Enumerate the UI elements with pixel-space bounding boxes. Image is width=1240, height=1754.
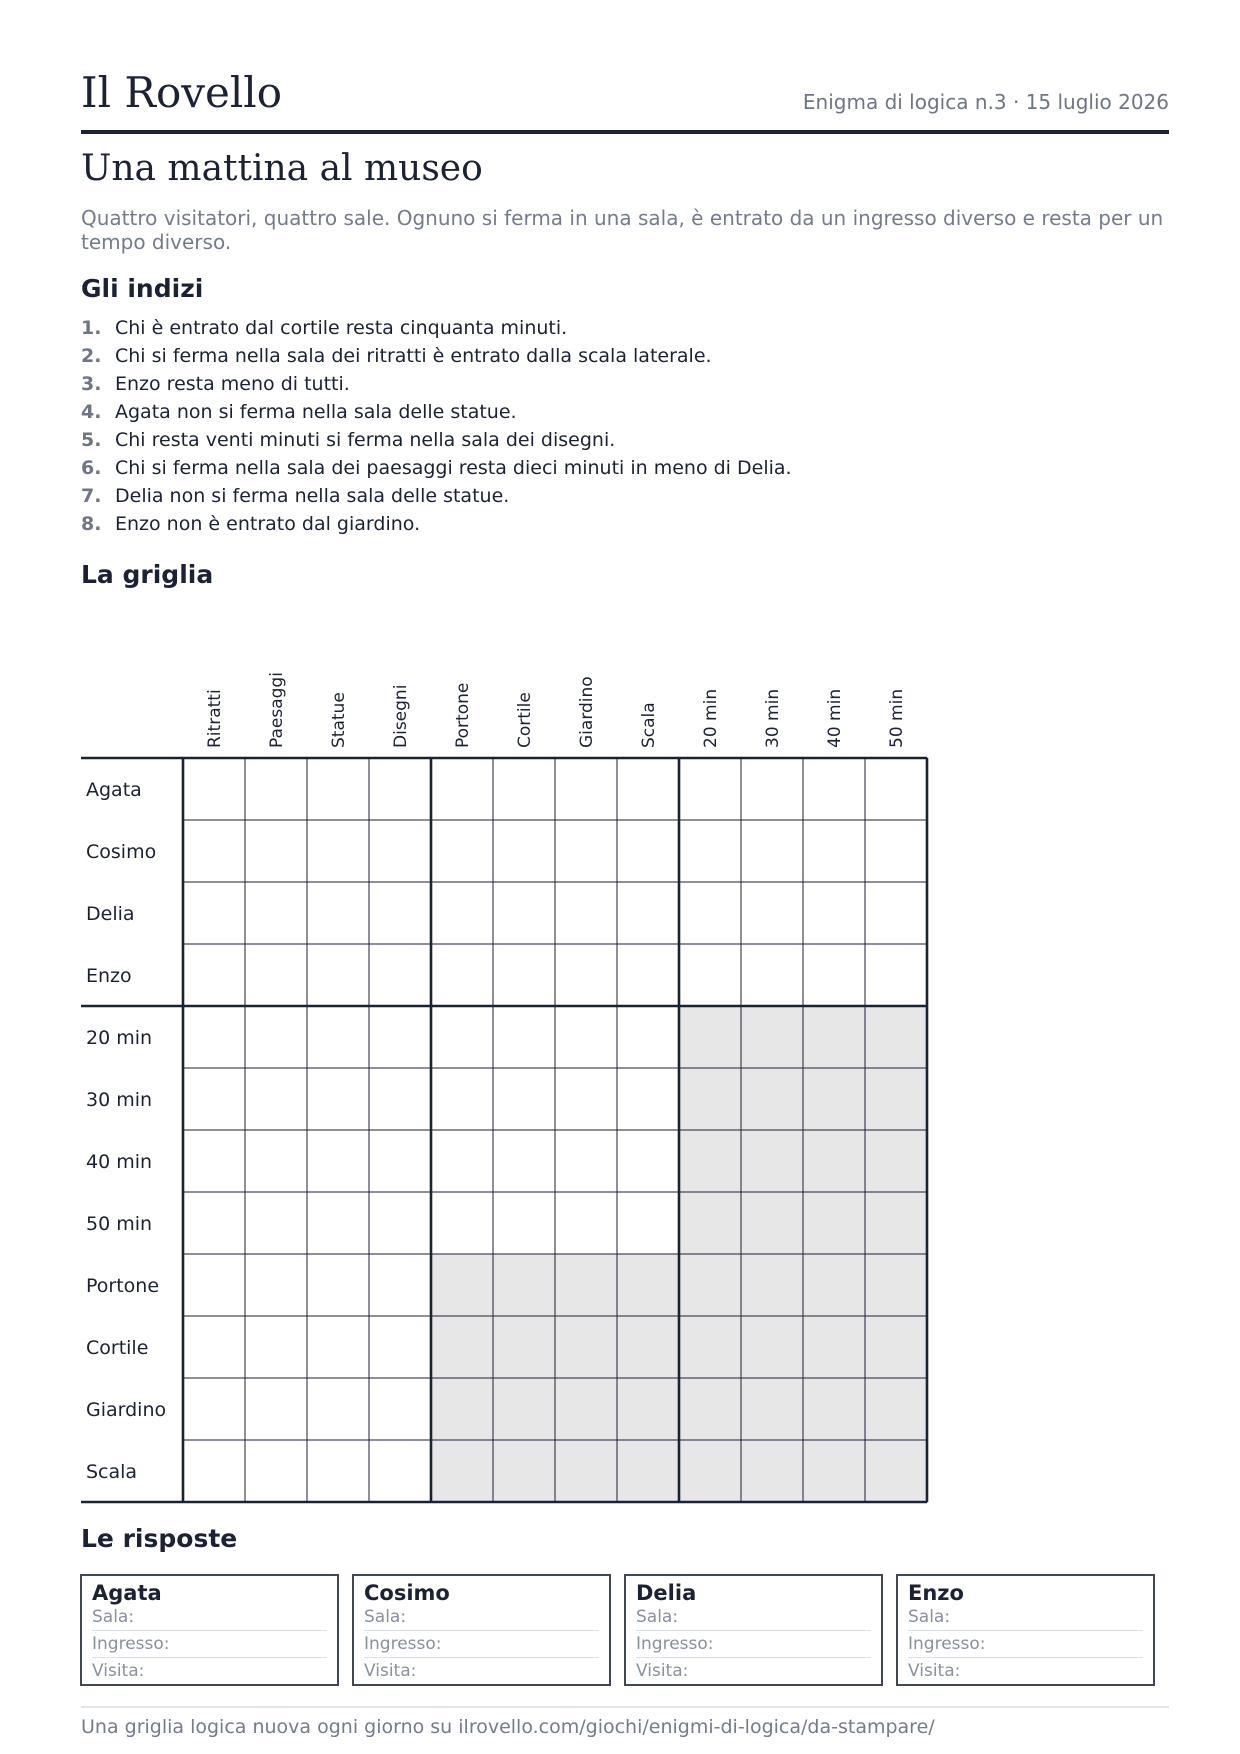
answer-card-delia[interactable] — [624, 1574, 883, 1686]
grid-cell[interactable] — [617, 758, 679, 820]
grid-cell[interactable] — [245, 1006, 307, 1068]
grid-row-label: Cortile — [86, 1337, 149, 1359]
grid-cell[interactable] — [183, 1130, 245, 1192]
grid-cell-blocked — [741, 1440, 803, 1502]
grid-cell[interactable] — [307, 1440, 369, 1502]
grid-cell[interactable] — [803, 820, 865, 882]
grid-cell-blocked — [803, 1192, 865, 1254]
grid-cell[interactable] — [493, 1192, 555, 1254]
puzzle-intro: Quattro visitatori, quattro sale. Ognuno si ferma in una sala, è entrato da un ingresso diverso e resta per un tempo diverso. — [81, 206, 1164, 254]
clue-text: Agata non si ferma nella sala delle statue. — [115, 401, 517, 423]
grid-cell[interactable] — [245, 944, 307, 1006]
grid-cell[interactable] — [369, 1254, 431, 1316]
ingresso-field[interactable]: Ingresso: — [908, 1631, 1143, 1658]
grid-cell[interactable] — [555, 1006, 617, 1068]
grid-cell-blocked — [803, 1254, 865, 1316]
brand-title: Il Rovello — [81, 68, 283, 117]
ingresso-field[interactable]: Ingresso: — [636, 1631, 871, 1658]
grid-cell[interactable] — [555, 882, 617, 944]
grid-cell[interactable] — [183, 1068, 245, 1130]
visita-field[interactable]: Visita: — [364, 1661, 417, 1681]
answer-card-name: Cosimo — [364, 1581, 450, 1605]
grid-cell-blocked — [493, 1254, 555, 1316]
grid-cell-blocked — [679, 1440, 741, 1502]
grid-column-label: Giardino — [577, 676, 597, 748]
grid-row-label: Agata — [86, 779, 142, 801]
clue-text: Chi si ferma nella sala dei ritratti è entrato dalla scala laterale. — [115, 345, 712, 367]
grid-cell[interactable] — [493, 820, 555, 882]
grid-cell-blocked — [865, 1192, 927, 1254]
grid-column-label: Scala — [639, 702, 659, 748]
clues-heading: Gli indizi — [81, 274, 204, 303]
grid-cell[interactable] — [307, 758, 369, 820]
grid-cell[interactable] — [617, 1130, 679, 1192]
grid-cell-blocked — [803, 1378, 865, 1440]
grid-cell[interactable] — [307, 1130, 369, 1192]
answer-card-agata[interactable] — [80, 1574, 339, 1686]
grid-cell[interactable] — [369, 944, 431, 1006]
grid-column-label: Paesaggi — [267, 672, 287, 748]
grid-cell-blocked — [865, 1440, 927, 1502]
grid-cell[interactable] — [183, 1316, 245, 1378]
grid-cell[interactable] — [617, 1068, 679, 1130]
grid-cell[interactable] — [307, 820, 369, 882]
grid-cell[interactable] — [741, 944, 803, 1006]
grid-cell-blocked — [865, 1006, 927, 1068]
grid-column-label: Ritratti — [205, 689, 225, 748]
grid-cell[interactable] — [617, 882, 679, 944]
grid-cell-blocked — [493, 1316, 555, 1378]
clue-number: 6. — [81, 457, 102, 479]
grid-cell[interactable] — [369, 820, 431, 882]
grid-cell[interactable] — [865, 882, 927, 944]
grid-cell[interactable] — [307, 882, 369, 944]
grid-cell-blocked — [865, 1130, 927, 1192]
grid-cell-blocked — [741, 1316, 803, 1378]
sala-field[interactable]: Sala: — [908, 1604, 1143, 1631]
grid-cell-blocked — [865, 1254, 927, 1316]
grid-cell[interactable] — [183, 944, 245, 1006]
clue-text: Chi si ferma nella sala dei paesaggi resta dieci minuti in meno di Delia. — [115, 457, 792, 479]
visita-field[interactable]: Visita: — [908, 1661, 961, 1681]
grid-cell[interactable] — [431, 944, 493, 1006]
puzzle-title: Una mattina al museo — [81, 148, 483, 189]
grid-cell[interactable] — [493, 1068, 555, 1130]
grid-cell-blocked — [679, 1192, 741, 1254]
grid-cell[interactable] — [617, 1192, 679, 1254]
grid-cell[interactable] — [865, 944, 927, 1006]
grid-cell-blocked — [679, 1254, 741, 1316]
answers-panel — [80, 1574, 1170, 1690]
grid-cell[interactable] — [431, 1068, 493, 1130]
grid-cell-blocked — [865, 1068, 927, 1130]
answer-card-enzo[interactable] — [896, 1574, 1155, 1686]
grid-cell-blocked — [555, 1254, 617, 1316]
grid-cell[interactable] — [679, 758, 741, 820]
grid-cell-blocked — [803, 1316, 865, 1378]
clue-text: Enzo resta meno di tutti. — [115, 373, 350, 395]
grid-cell[interactable] — [183, 1440, 245, 1502]
grid-column-label: 30 min — [763, 688, 783, 748]
grid-row-label: 50 min — [86, 1213, 153, 1235]
grid-cell-blocked — [431, 1316, 493, 1378]
grid-cell-blocked — [617, 1254, 679, 1316]
grid-cell[interactable] — [369, 882, 431, 944]
grid-cell-blocked — [617, 1378, 679, 1440]
grid-cell[interactable] — [245, 882, 307, 944]
grid-cell[interactable] — [431, 758, 493, 820]
grid-cell-blocked — [865, 1316, 927, 1378]
grid-cell[interactable] — [555, 1192, 617, 1254]
sala-field[interactable]: Sala: — [92, 1604, 327, 1631]
grid-cell[interactable] — [183, 882, 245, 944]
grid-cell[interactable] — [555, 944, 617, 1006]
grid-cell[interactable] — [307, 1192, 369, 1254]
sala-field[interactable]: Sala: — [364, 1604, 599, 1631]
grid-cell[interactable] — [245, 1130, 307, 1192]
grid-cell-blocked — [679, 1006, 741, 1068]
grid-cell[interactable] — [741, 882, 803, 944]
grid-cell[interactable] — [555, 1130, 617, 1192]
grid-cell[interactable] — [617, 944, 679, 1006]
grid-heading: La griglia — [81, 560, 214, 589]
grid-cell[interactable] — [679, 944, 741, 1006]
grid-cell-blocked — [617, 1316, 679, 1378]
clue-text: Chi è entrato dal cortile resta cinquanta minuti. — [115, 317, 568, 339]
clue-number: 7. — [81, 485, 102, 507]
grid-column-label: Portone — [453, 682, 473, 748]
grid-cell-blocked — [803, 1006, 865, 1068]
grid-cell[interactable] — [865, 758, 927, 820]
grid-cell-blocked — [741, 1068, 803, 1130]
answer-card-name: Agata — [92, 1581, 162, 1605]
grid-cell[interactable] — [803, 758, 865, 820]
grid-column-label: Cortile — [515, 692, 535, 748]
grid-cell[interactable] — [307, 944, 369, 1006]
grid-cell-blocked — [493, 1440, 555, 1502]
grid-row-label: Delia — [86, 903, 135, 925]
grid-cell[interactable] — [307, 1254, 369, 1316]
grid-cell-blocked — [555, 1316, 617, 1378]
clue-text: Delia non si ferma nella sala delle statue. — [115, 485, 510, 507]
grid-cell[interactable] — [431, 820, 493, 882]
grid-cell[interactable] — [431, 1130, 493, 1192]
grid-cell[interactable] — [493, 882, 555, 944]
clue-number: 5. — [81, 429, 102, 451]
visita-field[interactable]: Visita: — [92, 1661, 145, 1681]
grid-cell[interactable] — [741, 820, 803, 882]
grid-cell[interactable] — [803, 882, 865, 944]
grid-cell[interactable] — [493, 1006, 555, 1068]
grid-row-label: 20 min — [86, 1027, 153, 1049]
clue-text: Enzo non è entrato dal giardino. — [115, 513, 421, 535]
grid-cell[interactable] — [183, 1254, 245, 1316]
grid-cell-blocked — [741, 1378, 803, 1440]
clue-number: 4. — [81, 401, 102, 423]
grid-cell[interactable] — [555, 1068, 617, 1130]
grid-cell[interactable] — [617, 1006, 679, 1068]
clue-number: 1. — [81, 317, 102, 339]
grid-row-label: Scala — [86, 1461, 138, 1483]
grid-column-label: Statue — [329, 692, 349, 748]
grid-row-label: Portone — [86, 1275, 160, 1297]
grid-cell-blocked — [493, 1378, 555, 1440]
grid-cell[interactable] — [245, 1316, 307, 1378]
grid-cell[interactable] — [369, 1440, 431, 1502]
grid-cell[interactable] — [493, 758, 555, 820]
grid-cell-blocked — [741, 1006, 803, 1068]
grid-cell[interactable] — [307, 1378, 369, 1440]
grid-column-label: 40 min — [825, 688, 845, 748]
grid-cell[interactable] — [183, 1378, 245, 1440]
grid-cell[interactable] — [183, 820, 245, 882]
grid-row-label: 40 min — [86, 1151, 153, 1173]
grid-cell[interactable] — [803, 944, 865, 1006]
grid-column-label: Disegni — [391, 684, 411, 748]
grid-cell-blocked — [865, 1378, 927, 1440]
grid-cell[interactable] — [679, 820, 741, 882]
grid-cell[interactable] — [245, 1068, 307, 1130]
grid-cell-blocked — [679, 1130, 741, 1192]
grid-cell-blocked — [679, 1068, 741, 1130]
grid-cell[interactable] — [183, 758, 245, 820]
answer-card-name: Enzo — [908, 1581, 964, 1605]
grid-cell[interactable] — [245, 1254, 307, 1316]
grid-cell[interactable] — [493, 944, 555, 1006]
grid-cell[interactable] — [369, 1068, 431, 1130]
grid-cell-blocked — [803, 1068, 865, 1130]
grid-cell[interactable] — [369, 758, 431, 820]
clue-text: Chi resta venti minuti si ferma nella sala dei disegni. — [115, 429, 616, 451]
grid-cell[interactable] — [741, 758, 803, 820]
grid-cell-blocked — [431, 1254, 493, 1316]
grid-cell-blocked — [741, 1130, 803, 1192]
grid-cell[interactable] — [245, 1440, 307, 1502]
grid-cell[interactable] — [183, 1006, 245, 1068]
grid-column-label: 50 min — [887, 688, 907, 748]
grid-cell[interactable] — [183, 1192, 245, 1254]
grid-row-label: 30 min — [86, 1089, 153, 1111]
grid-cell[interactable] — [493, 1130, 555, 1192]
grid-cell[interactable] — [617, 820, 679, 882]
grid-cell-blocked — [431, 1378, 493, 1440]
grid-cell-blocked — [617, 1440, 679, 1502]
grid-row-label: Cosimo — [86, 841, 157, 863]
grid-cell[interactable] — [369, 1130, 431, 1192]
grid-cell-blocked — [679, 1316, 741, 1378]
clue-number: 2. — [81, 345, 102, 367]
grid-cell-blocked — [431, 1440, 493, 1502]
grid-cell[interactable] — [555, 758, 617, 820]
grid-row-label: Giardino — [86, 1399, 167, 1421]
footer-note: Una griglia logica nuova ogni giorno su ilrovello.com/giochi/enigmi-di-logica/da-stampare/ — [81, 1706, 1169, 1738]
grid-cell[interactable] — [679, 882, 741, 944]
grid-row-label: Enzo — [86, 965, 132, 987]
grid-cell-blocked — [555, 1440, 617, 1502]
grid-cell[interactable] — [431, 1006, 493, 1068]
grid-cell[interactable] — [369, 1316, 431, 1378]
answer-card-cosimo[interactable] — [352, 1574, 611, 1686]
grid-cell[interactable] — [245, 1378, 307, 1440]
sala-field[interactable]: Sala: — [636, 1604, 871, 1631]
grid-column-label: 20 min — [701, 688, 721, 748]
issue-info: Enigma di logica n.3 · 15 luglio 2026 — [802, 90, 1169, 114]
grid-cell-blocked — [679, 1378, 741, 1440]
ingresso-field[interactable]: Ingresso: — [364, 1631, 599, 1658]
grid-cell[interactable] — [431, 1192, 493, 1254]
grid-cell[interactable] — [369, 1192, 431, 1254]
grid-cell[interactable] — [307, 1006, 369, 1068]
grid-cell-blocked — [555, 1378, 617, 1440]
grid-cell-blocked — [803, 1130, 865, 1192]
grid-cell[interactable] — [555, 820, 617, 882]
visita-field[interactable]: Visita: — [636, 1661, 689, 1681]
grid-cell-blocked — [741, 1254, 803, 1316]
answer-card-name: Delia — [636, 1581, 697, 1605]
grid-cell[interactable] — [865, 820, 927, 882]
grid-cell-blocked — [803, 1440, 865, 1502]
grid-cell[interactable] — [245, 820, 307, 882]
grid-cell[interactable] — [245, 758, 307, 820]
grid-cell[interactable] — [245, 1192, 307, 1254]
ingresso-field[interactable]: Ingresso: — [92, 1631, 327, 1658]
grid-cell[interactable] — [307, 1068, 369, 1130]
clue-number: 3. — [81, 373, 102, 395]
grid-cell-blocked — [741, 1192, 803, 1254]
grid-cell[interactable] — [369, 1006, 431, 1068]
answers-heading: Le risposte — [81, 1524, 238, 1553]
grid-cell[interactable] — [369, 1378, 431, 1440]
grid-cell[interactable] — [307, 1316, 369, 1378]
grid-cell[interactable] — [431, 882, 493, 944]
clue-number: 8. — [81, 513, 102, 535]
